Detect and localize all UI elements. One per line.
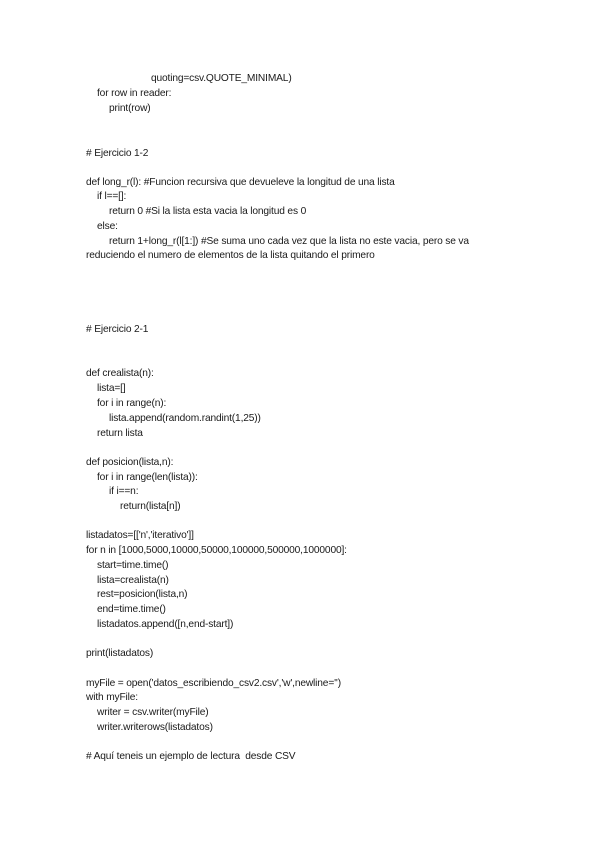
code-line-28: print(listadatos): [86, 648, 154, 659]
code-line-5: def long_r(l): #Funcion recursiva que devueleve la longitud de una lista: [86, 177, 395, 188]
code-line-22: for n in [1000,5000,10000,50000,100000,500000,1000000]:: [86, 545, 347, 556]
code-line-31: writer = csv.writer(myFile): [97, 707, 209, 718]
code-line-14: for i in range(n):: [97, 398, 167, 409]
code-line-15: lista.append(random.randint(1,25)): [109, 413, 261, 424]
code-line-32: writer.writerows(listadatos): [97, 722, 213, 733]
code-line-13: lista=[]: [97, 383, 126, 394]
code-line-18: for i in range(len(lista)):: [97, 472, 198, 483]
code-line-23: start=time.time(): [97, 560, 169, 571]
code-line-2: for row in reader:: [97, 88, 172, 99]
code-line-21: listadatos=[['n','iterativo']]: [86, 530, 194, 541]
code-line-17: def posicion(lista,n):: [86, 457, 174, 468]
code-line-29: myFile = open('datos_escribiendo_csv2.csv','w',newline=''): [86, 678, 341, 689]
code-line-20: return(lista[n]): [120, 501, 181, 512]
code-line-30: with myFile:: [86, 692, 138, 703]
code-line-19: if i==n:: [109, 486, 139, 497]
code-line-1: quoting=csv.QUOTE_MINIMAL): [151, 73, 292, 84]
code-line-26: end=time.time(): [97, 604, 166, 615]
code-line-25: rest=posicion(lista,n): [97, 589, 188, 600]
code-line-27: listadatos.append([n,end-start]): [97, 619, 234, 630]
section-heading-lectura-csv: # Aquí teneis un ejemplo de lectura desde CSV: [86, 751, 296, 762]
code-line-7: return 0 #Si la lista esta vacia la longitud es 0: [109, 206, 307, 217]
code-line-6: if l==[]:: [97, 191, 127, 202]
code-line-8: else:: [97, 221, 118, 232]
code-line-24: lista=crealista(n): [97, 575, 169, 586]
code-line-16: return lista: [97, 428, 143, 439]
section-heading-ejercicio-1-2: # Ejercicio 1-2: [86, 148, 149, 159]
code-line-12: def crealista(n):: [86, 368, 154, 379]
code-line-3: print(row): [109, 103, 151, 114]
section-heading-ejercicio-2-1: # Ejercicio 2-1: [86, 324, 149, 335]
code-line-10: reduciendo el numero de elementos de la lista quitando el primero: [86, 250, 375, 261]
code-line-9: return 1+long_r(l[1:]) #Se suma uno cada vez que la lista no este vacia, pero se va: [109, 236, 469, 247]
